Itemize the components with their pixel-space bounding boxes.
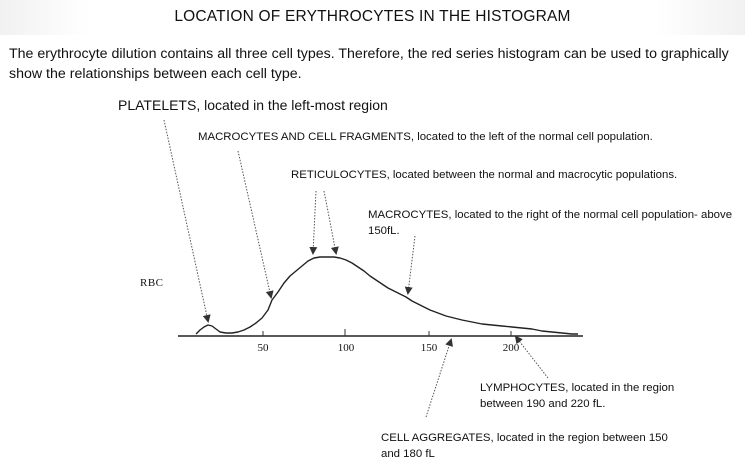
lymphocytes-annotation: LYMPHOCYTES, located in the region between 190 and 220 fL. <box>480 382 675 410</box>
macrocytes-fragments-annotation: MACROCYTES AND CELL FRAGMENTS, located to the left of the normal cell population. <box>198 131 653 143</box>
reticulocytes-arrow-left <box>313 191 316 253</box>
macrocytes-annotation: MACROCYTES, located to the right of the normal cell population- above 150fL. <box>368 209 733 237</box>
lymphocytes-arrow <box>516 337 548 378</box>
macrocytes-fragments-arrow <box>238 151 271 297</box>
platelets-arrow <box>164 120 208 321</box>
tick-label-150: 150 <box>420 342 438 354</box>
tick-label-100: 100 <box>337 342 355 354</box>
macrocytes-arrow <box>408 236 415 293</box>
histogram-axis-label: RBC <box>140 277 164 289</box>
page-title: LOCATION OF ERYTHROCYTES IN THE HISTOGRAM <box>174 8 571 25</box>
platelets-annotation: PLATELETS, located in the left-most region <box>118 97 388 113</box>
rbc-histogram-curve <box>196 257 578 334</box>
tick-label-200: 200 <box>502 342 520 354</box>
intro-paragraph: The erythrocyte dilution contains all three cell types. Therefore, the red series histogram can be used to graphically show the relationships between each cell type. <box>9 46 729 82</box>
cell-aggregates-annotation: CELL AGGREGATES, located in the region between 150 and 180 fL <box>381 432 668 460</box>
reticulocytes-arrow-right <box>324 191 336 253</box>
tick-label-50: 50 <box>257 342 269 354</box>
reticulocytes-annotation: RETICULOCYTES, located between the normal and macrocytic populations. <box>291 169 678 181</box>
